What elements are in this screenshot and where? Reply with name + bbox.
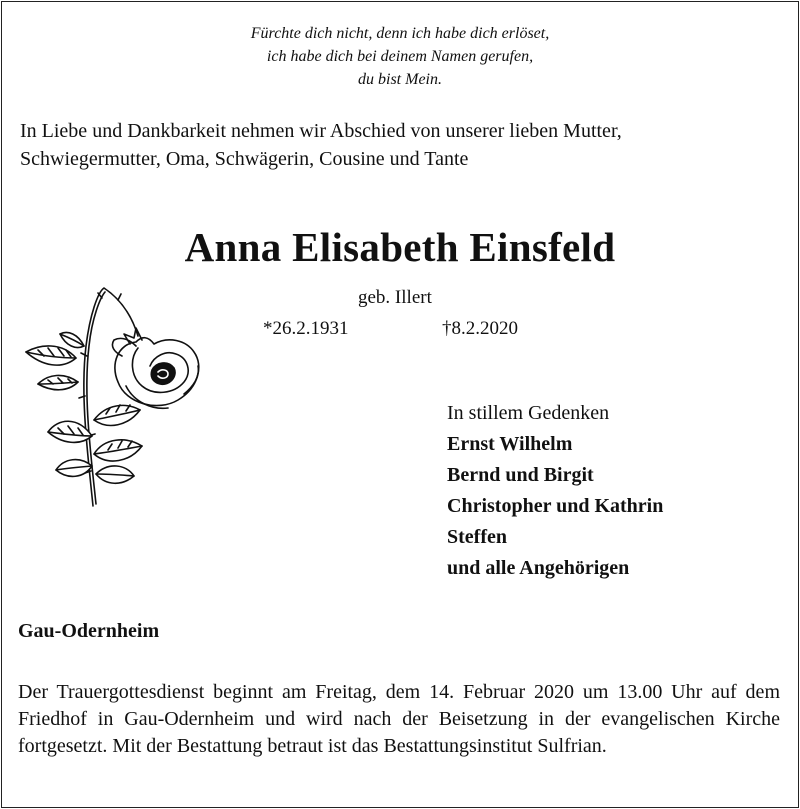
mourner-name: Steffen [447,526,507,548]
mourner-name: Ernst Wilhelm [447,433,573,455]
mourners-list [447,398,663,584]
rose-illustration [18,286,218,516]
intro-text [20,117,790,173]
verse-line-1: Fürchte dich nicht, denn ich habe dich erlöset, [250,25,550,42]
maiden-name: geb. Illert [358,287,432,308]
bible-verse [0,22,800,91]
birth-date: *26.2.1931 [263,318,349,339]
place-name: Gau-Odernheim [18,620,160,642]
intro-line-1: In Liebe und Dankbarkeit nehmen wir Abschied von unserer lieben Mutter, [20,120,622,142]
deceased-name: Anna Elisabeth Einsfeld [184,224,616,270]
mourners-heading: In stillem Gedenken [447,402,610,424]
verse-line-2: ich habe dich bei deinem Namen gerufen, [266,48,534,65]
mourner-name: und alle Angehörigen [447,557,630,579]
mourner-name: Bernd und Birgit [447,464,594,486]
verse-line-3: du bist Mein. [358,71,442,88]
intro-line-2: Schwiegermutter, Oma, Schwägerin, Cousine und Tante [20,148,469,170]
service-details: Der Trauergottesdienst beginnt am Freitag, dem 14. Februar 2020 um 13.00 Uhr auf dem Friedhof in Gau-Odernheim und wird nach der Beisetzung in der evangelischen Kirche fortgesetzt. Mit der Bestattung betraut ist das Bestattungsinstitut Sulfrian. [18,681,780,757]
death-date: †8.2.2020 [442,318,518,339]
mourner-name: Christopher und Kathrin [447,495,664,517]
